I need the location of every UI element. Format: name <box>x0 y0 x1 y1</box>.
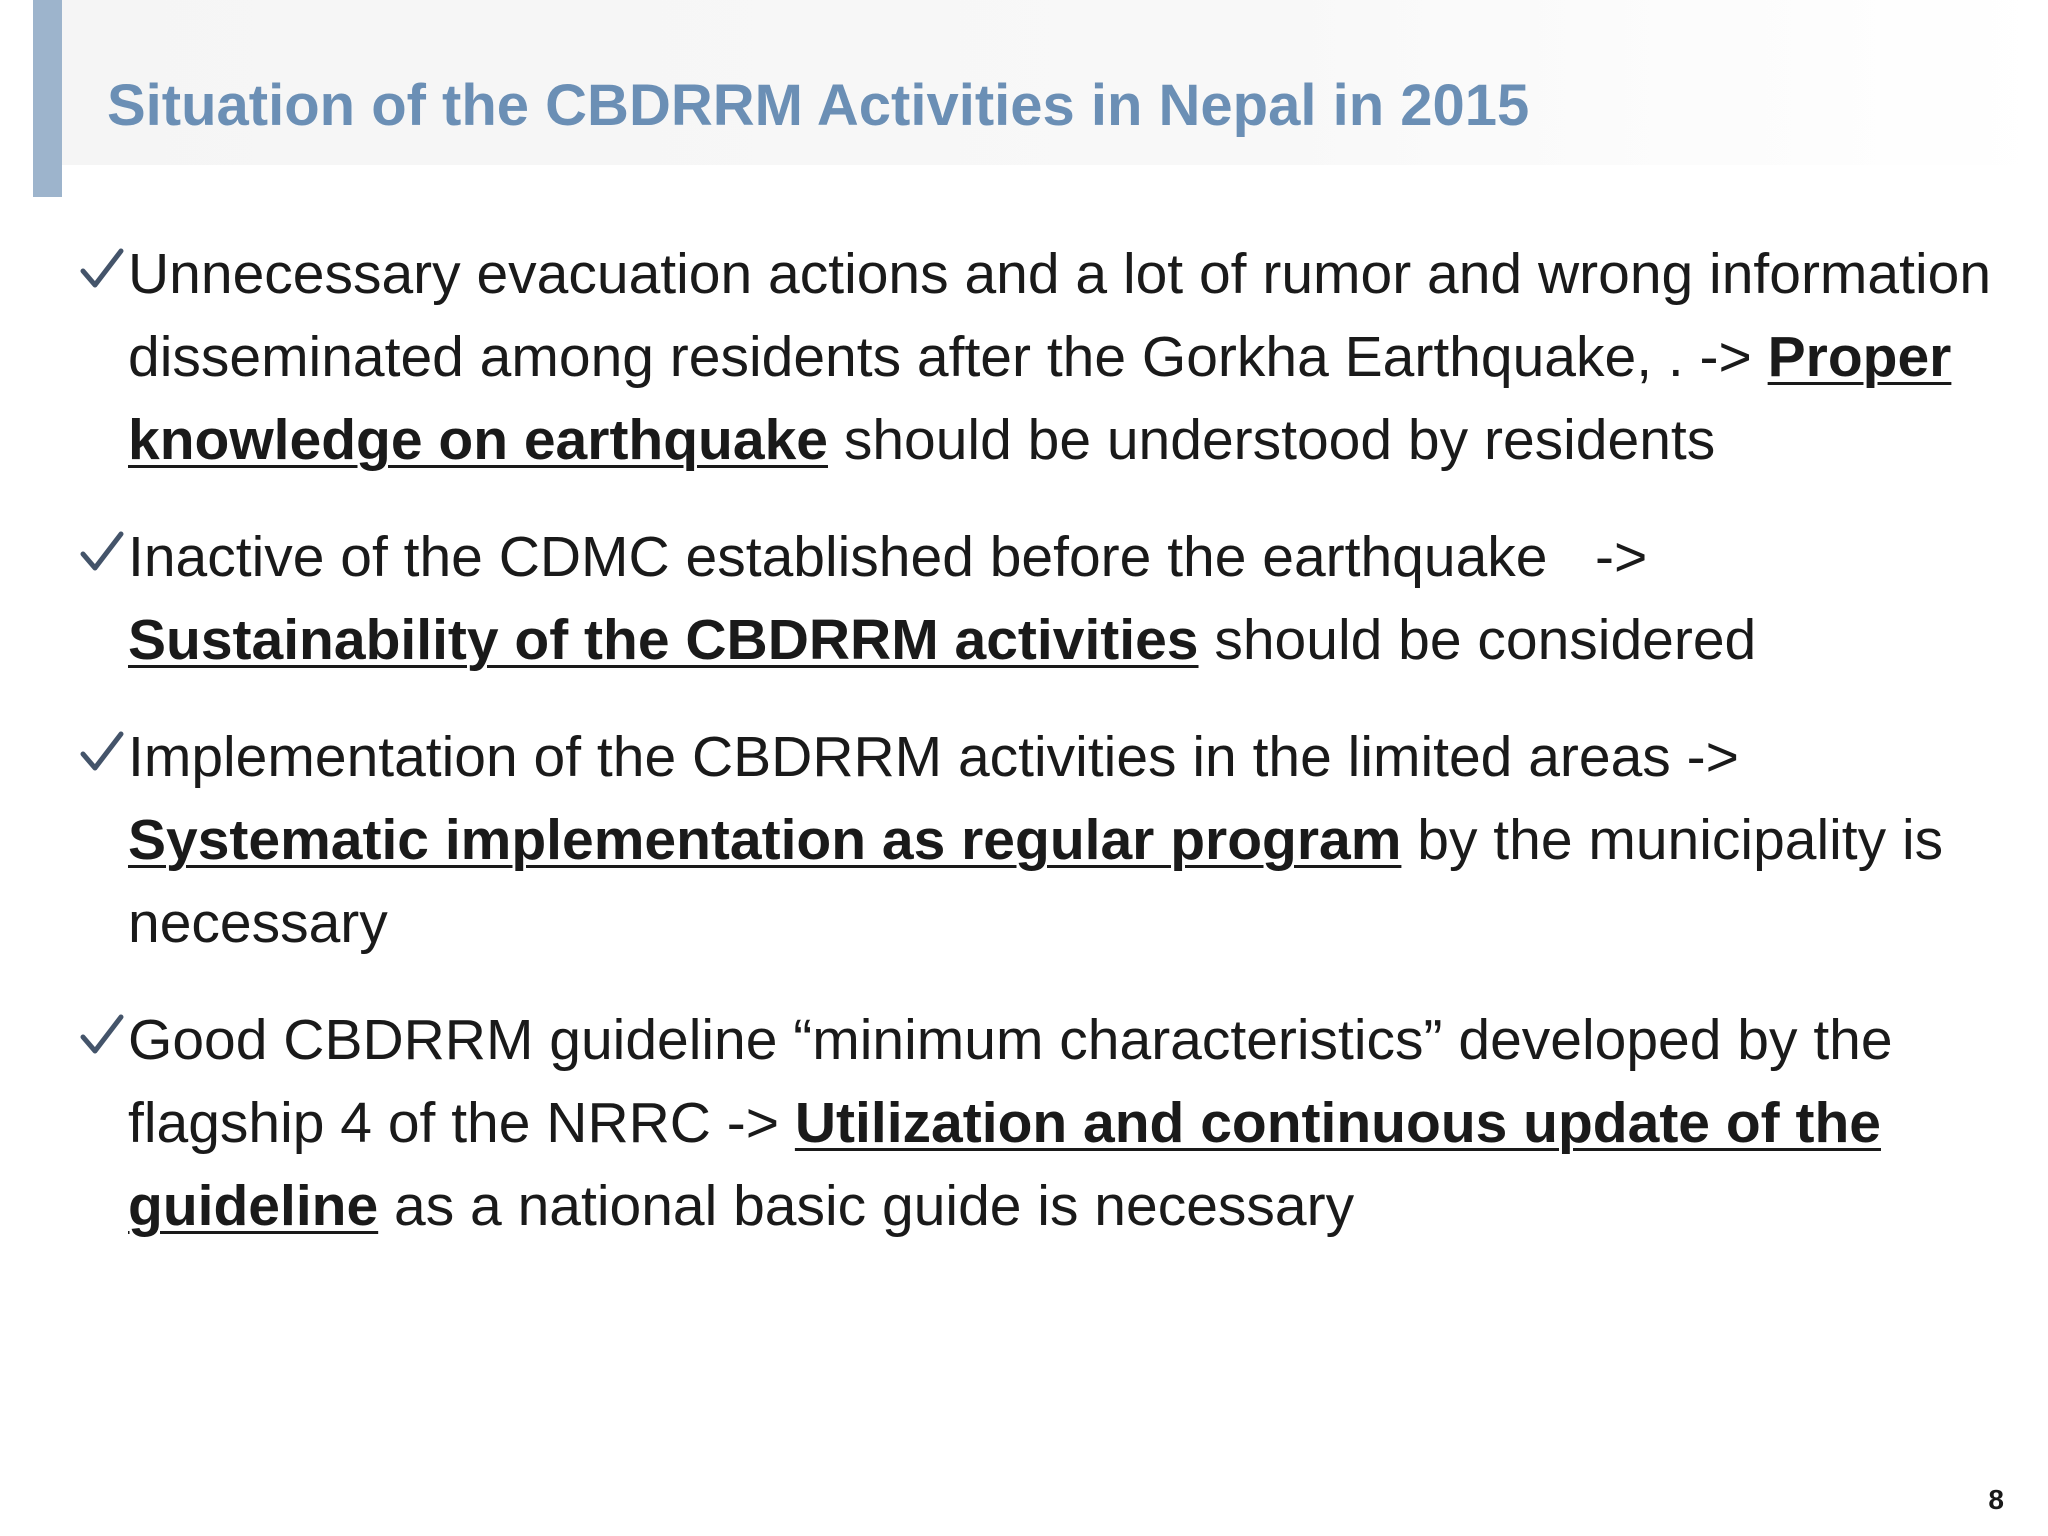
bullet-text: Good CBDRRM guideline “minimum characteristics” developed by the flagship 4 of the NRRC -> <box>128 1008 1893 1155</box>
title-accent-bar <box>33 0 62 197</box>
bullet-text: Unnecessary evacuation actions and a lot of rumor and wrong information disseminated among residents after the Gorkha Earthquake, . -> <box>128 242 1992 389</box>
bullet-text: by the municipality is necessary <box>128 808 1944 955</box>
bullet-emphasis: Proper knowledge on earthquake <box>128 325 1952 472</box>
checkmark-icon <box>78 999 126 1082</box>
bullet-text: Inactive of the CDMC established before the earthquake -> <box>128 525 1664 589</box>
bullet-text: Implementation of the CBDRRM activities in the limited areas -> <box>128 725 1739 789</box>
checkmark-icon <box>78 516 126 599</box>
bullet-emphasis: Systematic implementation as regular program <box>128 808 1402 872</box>
slide-title: Situation of the CBDRRM Activities in Nepal in 2015 <box>107 73 1530 138</box>
bullet-item <box>78 999 2028 1248</box>
bullet-item <box>78 716 2028 965</box>
bullet-list <box>78 233 2028 1282</box>
bullet-item <box>78 233 2028 482</box>
bullet-text: should be understood by residents <box>827 408 1716 472</box>
bullet-emphasis: Utilization and continuous update of the guideline <box>128 1091 1881 1238</box>
checkmark-icon <box>78 716 126 799</box>
bullet-text: should be considered <box>1198 608 1757 672</box>
checkmark-icon <box>78 233 126 316</box>
bullet-item <box>78 516 2028 682</box>
bullet-text: as a national basic guide is necessary <box>378 1174 1355 1238</box>
page-number: 8 <box>1988 1484 2004 1515</box>
bullet-emphasis: Sustainability of the CBDRRM activities <box>128 608 1199 672</box>
